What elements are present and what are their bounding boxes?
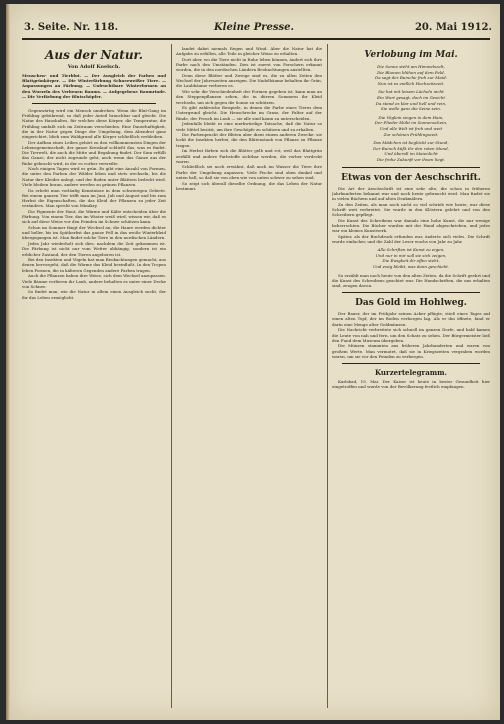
paragraph: Denn diese Blätter und Zweige sind es, die zu allen Zeiten den Wechsel der Jahreszeiten anzeigen. Die Nadelbäume behalten ihr Grün, die Laubbäume verlieren es.: [176, 73, 322, 89]
header-rule: [22, 38, 490, 40]
verse-line: Und nur in mir soll sie sich zeigen,: [375, 252, 447, 258]
verse-line: Der Bursch küßt ihr den roten Mund,: [373, 145, 449, 151]
paragraph: Die Pigmente der Haut, die Wärme und Kälte entscheiden über die Färbung. Von einem Tier, das im Winter weiß wird, wissen wir, daß es sich auf diese Weise vor den Feinden im Schnee schützen kann.: [22, 208, 166, 225]
paragraph: Zu den Zeiten, als man noch nicht so viel schrieb wie heute, war diese Schrift weit verbreitet. Sie wurde in den Klöstern gelehrt und von den Schreibern gepflegt.: [332, 201, 490, 218]
column-separator: [327, 44, 328, 708]
paragraph: Die Münzen stammten aus früheren Jahrhunderten und waren von großem Werte. Man vermutet, daß sie in Kriegszeiten vergraben worden waren, um sie vor den Feinden zu verbergen.: [332, 343, 490, 359]
paragraph: Jedes Jahr wiederholt sich dies, nachdem die Zeit gekommen ist. Die Färbung ist nicht nur vom Wetter abhängig, sondern ist ein erblicher Zustand, der den Tieren angeboren ist.: [22, 241, 166, 257]
divider: [342, 167, 480, 168]
verse-line: Da stand es klar und hell und rein,: [375, 100, 447, 106]
verse-line: Sie hat mit leisem Lächeln nicht: [378, 89, 444, 95]
verse-line: Die frohe Zukunft vor ihnen liegt.: [376, 156, 446, 162]
verse-line: Und ewig bleibt, was dann geschieht.: [372, 264, 450, 270]
inline-verse: [332, 247, 490, 269]
paragraph: Die Kunst des Schreibens war damals eine hohe Kunst, die nur wenige beherrschten. Die Bücher wurden mit der Hand abgeschrieben, und jedes war ein kleines Kunstwerk.: [332, 217, 490, 234]
paragraph: Nach einigen Tagen wird es grün. Es gibt eine Anzahl von Formen, die unter den Farben der Wälder leben und stets wechseln, bis die Natur ihre Kleider anlegt, und der Boden unter Blättern bedeckt wird. Viele bleiben braun, andere werden zu grünen Pflanzen.: [22, 166, 166, 187]
divider: [342, 363, 480, 364]
paragraph: Bei den Insekten und Vögeln hat man Beobachtungen gemacht, aus denen hervorgeht, daß die Wärme das Kleid beeinflußt. In den Tropen leben Formen, die in kälteren Gegenden andere Farben tragen.: [22, 257, 166, 273]
paragraph: Im Herbst färben sich die Blätter gelb und rot, weil das Blattgrün zerfällt und andere Farbstoffe sichtbar werden, die vorher verdeckt waren.: [176, 148, 322, 164]
telegram-heading: Kurzertelegramm.: [375, 368, 447, 378]
verse-line: Der Flieder blüht im Sonnenschein,: [374, 120, 448, 126]
page-spine-shadow: [6, 4, 10, 720]
header-paper-name: Kleine Presse.: [213, 22, 295, 33]
paragraph: Schon im Sommer fängt der Wechsel an; die Haare werden dichter und heller, bis im Spätherbst das ganze Fell in das weiße Winterkleid übergegangen ist. Man findet solche Tiere in den nordischen Ländern.: [22, 224, 166, 241]
verse-line: Und alle Welt ist froh und weit: [379, 125, 443, 131]
verse-line: Die Vöglein singen in dem Hain,: [378, 114, 444, 120]
paragraph: Die Nachricht verbreitete sich schnell im ganzen Dorfe, und bald kamen die Leute von nah und fern, um den Schatz zu sehen. Der Bürgermeister ließ den Fund dem Museum übergeben.: [332, 327, 490, 343]
paragraph: Die Farbenpracht der Blüten aber dient einem anderen Zwecke: sie lockt die Insekten herbei, die den Blütenstaub von Pflanze zu Pflanze tragen.: [176, 132, 322, 148]
divider: [342, 292, 480, 293]
verse-line: Die Ewigkeit dir offen steht,: [382, 258, 440, 264]
paragraph: Jedenfalls bleibt es eine merkwürdige Tatsache, daß die Natur so viele Mittel besitzt, um ihre Geschöpfe zu schützen und zu erhalten.: [176, 121, 322, 132]
paragraph: Gegenwärtig wird ein Mensch umdrehen. Wenn die Blut-Gang im Frühling gebührend, so daß jeder Anteil brauchbar und gleicht. Die Natur des Haushaltes, für welches diese Körper, die Temperatur, die Frühling umfaßt sich im Zeitraum verschieden. Eine Dauerhaftigkeit, die in der Natur gegen Dinge der Umgebung, dem Abendrot ganz eingerichtet, blieb zum Waldgrund alle Körper schließlich verbleiben.: [22, 108, 166, 140]
article-body: [22, 108, 166, 300]
paragraph: Es gibt zahlreiche Beispiele, in denen die Farbe eines Tieres dem Untergrund gleicht. Die Heuschrecke im Grase, der Falter auf der Rinde, der Frosch im Laub — sie alle sind kaum zu unterscheiden.: [176, 105, 322, 121]
paragraph: Schließlich sei noch erwähnt, daß auch im Wasser die Tiere ihre Farbe der Umgebung anpassen. Viele Fische sind oben dunkel und unten hell, so daß sie von oben wie von unten schwer zu sehen sind.: [176, 164, 322, 180]
column-1: [22, 46, 166, 710]
article-body-continued: [176, 46, 322, 191]
section-heading: Etwas von der Aeschschrift.: [341, 172, 481, 183]
verse-line: Zur schönen Frühlingszeit.: [383, 131, 439, 137]
paragraph: Der Bauer, der im Frühjahr seinen Acker pflügte, stieß eines Tages auf einen alten Topf, der im Boden verborgen lag. Als er ihn öffnete, fand er darin eine Menge alter Goldmünzen.: [332, 311, 490, 327]
header-page-number: 3. Seite. Nr. 118.: [24, 22, 119, 33]
poem: [332, 64, 490, 163]
paragraph: Die Art der Aeschschrift ist eine sehr alte, die schon in früheren Jahrhunderten bekannt war und noch heute gebraucht wird. Man findet sie in vielen Büchern und auf alten Denkmälern.: [332, 185, 490, 201]
section-heading: Das Gold im Hohlweg.: [355, 298, 467, 309]
column-separator: [171, 44, 172, 708]
verse-line: Sie wolle ganz die Seine sein.: [380, 106, 442, 112]
verse-line: Die Sonne steht am Himmelszelt,: [377, 64, 445, 69]
paragraph: Später, als der Buchdruck erfunden war, änderte sich vieles. Die Schrift wurde einfacher, und die Zahl der Leser wuchs von Jahr zu Jahr.: [332, 233, 490, 245]
paragraph: landet dabei niemals Regen und Wind. Aber die Natur hat die Aufgabe zu erfüllen, alle Teile in gleicher Weise zu erhalten.: [176, 46, 322, 57]
paragraph: Dort aber, wo die Tiere nicht in Ruhe leben können, ändert sich ihre Farbe nach den Umständen. Dies ist zuerst von Forschern erkannt worden, die in den nordischen Ländern Beobachtungen anstellten.: [176, 56, 322, 73]
paragraph: Wie sehr die Verschiedenheit der Formen gegeben ist, kann man an den Steppenpflanzen sehen, die in dürren Sommern ihr Kleid wechseln, um sich gegen die Sonne zu schützen.: [176, 89, 322, 105]
telegram-text: Karlsbad, 19. Mai. Der Kaiser ist heute in bester Gesundheit hier eingetroffen und wurde von der Bevölkerung festlich empfangen.: [332, 379, 490, 390]
section-body: [332, 311, 490, 359]
verse-line: Ein Wort gesagt, doch im Gesicht: [377, 94, 445, 100]
section-body: [332, 186, 490, 245]
paragraph: Der Aufbau eines Leibes gehört zu den vollkommensten Dingen der Lebensgemeinschaft, der ganze Kreislauf schließt das, was es findet. Die Tierwelt, die auch die Mitte und Begabung findet. Der Sinn erfüllt das Ganze, der nicht zugrunde geht, auch wenn das Ganze aus der Ruhe gebracht wird, in der es vorher verweilte.: [22, 139, 166, 166]
verse-line: Das Mädchen ist beglückt zur Stund,: [373, 140, 449, 146]
column-3: [332, 46, 490, 710]
verse-line: Alle Schriften ist Kunst zu eigen,: [377, 247, 445, 253]
verse-line: Da sagt der Bursche froh zur Maid:: [375, 75, 447, 81]
paragraph: Auch die Pflanzen haben ihre Weise, sich dem Wechsel anzupassen. Viele Bäume verlieren ihr Laub, andere behalten es unter einer Decke von Schnee.: [22, 273, 166, 289]
article-byline: Von Adolf Koelsch.: [67, 64, 121, 70]
verse-line: Die Blumen blühen auf dem Feld,: [377, 69, 445, 75]
paragraph: So erzählt man noch heute von den alten Zeiten, da die Schrift geehrt und die Kunst des Schreibens geachtet war. Die Handschriften, die uns erhalten sind, zeugen davon.: [332, 272, 490, 289]
paragraph: Da erhebt man vorläufig Kenntnisse in dem schwierigen Gebiete. Bei einem ganzen Tier trifft man im Juni, Juli und August und bis zum Herbst die Eigenschaften, die das Kleid der Pflanzen zu jeder Zeit verändern. Man spricht von Mimikry.: [22, 187, 166, 209]
article-headline: Aus der Natur.: [45, 48, 143, 62]
paragraph: So zeigt sich überall dieselbe Ordnung, die das Leben der Natur bestimmt.: [176, 180, 322, 191]
page-header: [16, 20, 492, 36]
article-lede: Menschen- und Tierblut. — Der Ausgleich der Farben und Blattgrünkörper. — Die Winterfärbung Schneeweißer Tiere. — Anpassungen an Färbung. — Unfruchtbare Winterformen an den Wurzeln des Verbenen Baums. — Aufgegebene Baumrinde. — Die Verfärbung der Blutschöpfer.: [22, 73, 166, 99]
verse-line: Und überall im Maienlicht: [384, 151, 438, 157]
column-2: [176, 46, 322, 710]
divider: [32, 103, 156, 104]
newspaper-page: [6, 4, 500, 720]
verse-line: Nun ist es endlich Hochzeitszeit.: [377, 80, 445, 86]
paragraph: So findet man, wie die Natur in allem einen Ausgleich sucht, der ihr das Leben ermöglicht.: [22, 289, 166, 300]
header-date: 20. Mai 1912.: [414, 22, 492, 33]
poem-title: Verlobung im Mai.: [364, 50, 458, 60]
